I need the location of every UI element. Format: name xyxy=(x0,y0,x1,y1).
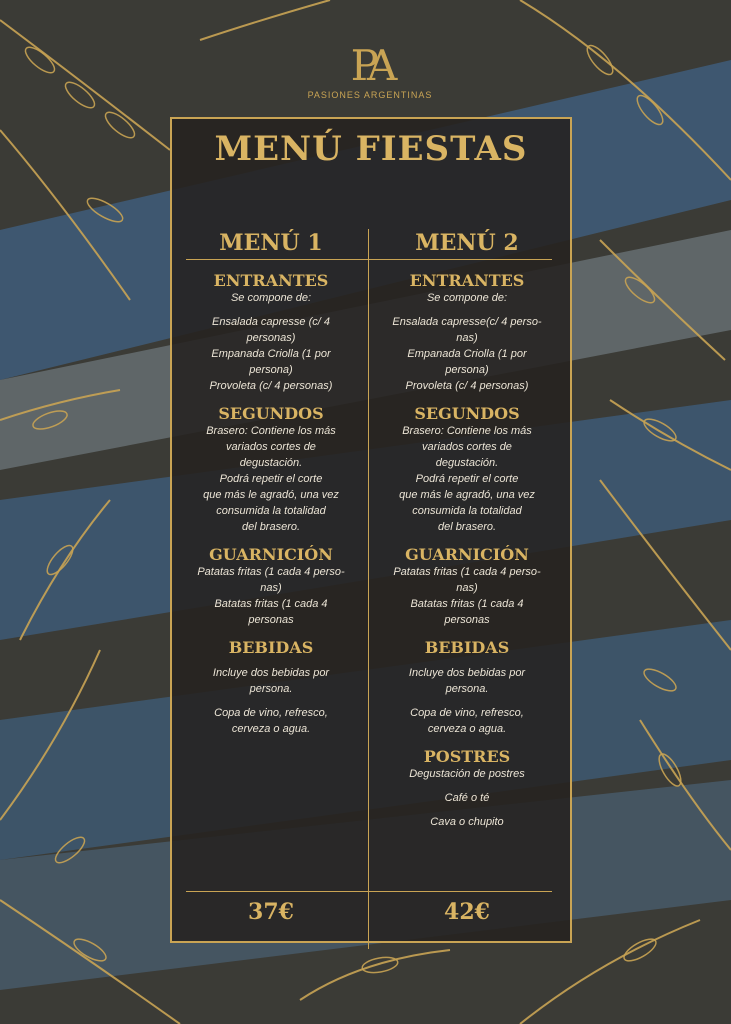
menu-1-bebidas-line: Incluye dos bebidas por xyxy=(212,667,330,679)
menu-2-entrantes-intro: Se compone de: xyxy=(426,292,508,304)
menu-1-entrantes-line: Ensalada capresse (c/ 4 xyxy=(211,316,330,328)
menu-2-guarnicion-line: Batatas fritas (1 cada 4 xyxy=(410,598,524,610)
menu-1-entrantes-line: Provoleta (c/ 4 personas) xyxy=(209,380,333,392)
menu-1-bebidas-line: persona. xyxy=(249,683,293,695)
column-divider xyxy=(368,229,369,949)
menu-2-postres-item: Degustación de postres xyxy=(409,768,525,780)
menu-1-segundos-line: Podrá repetir el corte xyxy=(219,473,323,485)
menu-1-entrantes-heading: ENTRANTES xyxy=(213,271,329,290)
menu-2-guarnicion-line: Patatas fritas (1 cada 4 perso- xyxy=(393,566,541,578)
menu-1-column xyxy=(176,227,366,737)
menu-2-postres-heading: POSTRES xyxy=(423,747,511,766)
menu-1-segundos-line: variados cortes de xyxy=(226,441,316,453)
menu-2-segundos-line: consumida la totalidad xyxy=(412,505,522,517)
price-divider xyxy=(186,891,552,892)
menu-2-bebidas-heading: BEBIDAS xyxy=(424,638,510,657)
menu-2-segundos-line: Brasero: Contiene los más xyxy=(402,425,532,437)
menu-2-title: MENÚ 2 xyxy=(415,230,519,256)
menu-1-guarnicion-line: personas xyxy=(248,614,294,626)
menu-title: MENÚ FIESTAS xyxy=(214,129,528,169)
menu-1-segundos-line: degustación. xyxy=(239,457,303,469)
menu-1-guarnicion-line: nas) xyxy=(260,582,282,594)
menu-2-segundos-line: variados cortes de xyxy=(422,441,512,453)
menu-1-entrantes-line: personas) xyxy=(246,332,296,344)
menu-1-segundos-heading: SEGUNDOS xyxy=(218,404,324,423)
menu-1-bebidas-heading: BEBIDAS xyxy=(228,638,314,657)
menu-1-segundos-line: consumida la totalidad xyxy=(216,505,326,517)
menu-2-segundos-heading: SEGUNDOS xyxy=(414,404,520,423)
menu-2-guarnicion-line: nas) xyxy=(456,582,478,594)
menu-2-entrantes-line: Provoleta (c/ 4 personas) xyxy=(405,380,529,392)
menu-2-bebidas-line: persona. xyxy=(445,683,489,695)
menu-2-column xyxy=(372,227,562,830)
menu-2-bebidas-line: cerveza o agua. xyxy=(427,723,507,735)
menu-2-postres-item: Cava o chupito xyxy=(430,816,504,828)
menu-1-entrantes-line: Empanada Criolla (1 por xyxy=(211,348,331,360)
menu-2-entrantes-line: Empanada Criolla (1 por xyxy=(407,348,527,360)
menu-2-postres-item: Café o té xyxy=(444,792,490,804)
menu-2-segundos-line: del brasero. xyxy=(437,521,497,533)
menu-2-bebidas-line: Copa de vino, refresco, xyxy=(410,707,524,719)
menu-1-price: 37€ xyxy=(248,899,294,925)
menu-1-entrantes-line: persona) xyxy=(249,364,293,376)
menu-1-guarnicion-line: Batatas fritas (1 cada 4 xyxy=(214,598,328,610)
menu-2-guarnicion-heading: GUARNICIÓN xyxy=(405,545,529,564)
menu-1-guarnicion-heading: GUARNICIÓN xyxy=(209,545,333,564)
menu-1-segundos-line: del brasero. xyxy=(241,521,301,533)
menu-2-entrantes-line: Ensalada capresse(c/ 4 perso- xyxy=(392,316,542,328)
menu-2-bebidas-line: Incluye dos bebidas por xyxy=(408,667,526,679)
brand-logo xyxy=(300,40,440,100)
menu-1-title: MENÚ 1 xyxy=(219,230,323,256)
menu-2-entrantes-line: nas) xyxy=(456,332,478,344)
menu-2-segundos-line: que más le agradó, una vez xyxy=(399,489,535,501)
menu-1-bebidas-line: Copa de vino, refresco, xyxy=(214,707,328,719)
menu-1-segundos-line: que más le agradó, una vez xyxy=(203,489,339,501)
menu-1-bebidas-line: cerveza o agua. xyxy=(231,723,311,735)
menu-2-guarnicion-line: personas xyxy=(444,614,490,626)
menu-2-segundos-line: Podrá repetir el corte xyxy=(415,473,519,485)
menu-2-price: 42€ xyxy=(444,899,490,925)
menu-1-entrantes-intro: Se compone de: xyxy=(230,292,312,304)
logo-mark: PA xyxy=(350,41,390,90)
menu-2-segundos-line: degustación. xyxy=(435,457,499,469)
brand-name: PASIONES ARGENTINAS xyxy=(307,90,433,100)
menu-1-guarnicion-line: Patatas fritas (1 cada 4 perso- xyxy=(197,566,345,578)
menu-card xyxy=(170,117,572,943)
menu-2-entrantes-heading: ENTRANTES xyxy=(409,271,525,290)
menu-1-segundos-line: Brasero: Contiene los más xyxy=(206,425,336,437)
menu-2-entrantes-line: persona) xyxy=(445,364,489,376)
